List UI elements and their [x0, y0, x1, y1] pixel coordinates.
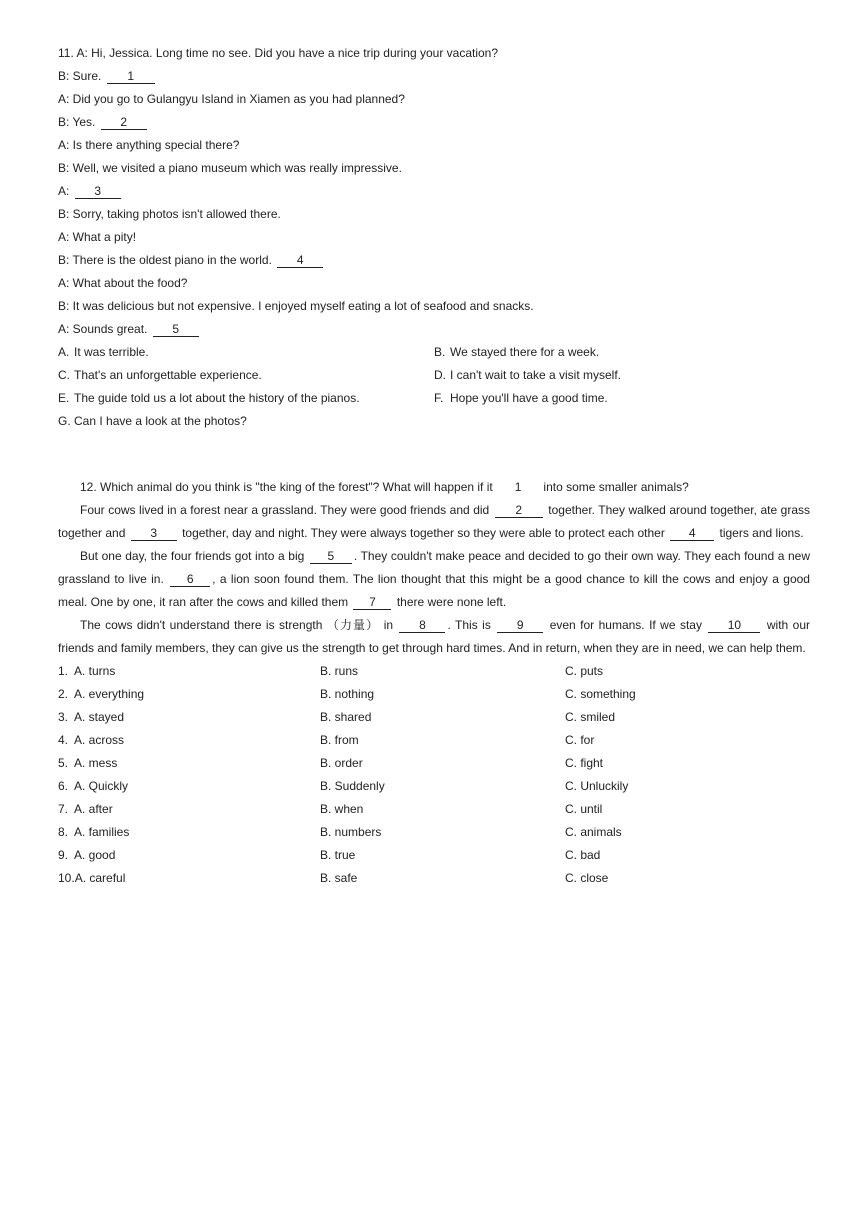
blank-2: 2	[101, 115, 147, 130]
passage-paragraph-4: The cows didn't understand there is strength （力量） in 8 . This is 9 even for humans. If we stay 10 with our friends and family members, they can give us the strength to get through hard times. And in return, when they are in need, we can help them.	[58, 618, 810, 655]
q11-dialogue	[58, 42, 810, 341]
choice-4-a: 4. A. across	[58, 733, 125, 747]
passage-paragraph-1: 12. Which animal do you think is "the king of the forest"? What will happen if it 1 into some smaller animals?	[80, 480, 689, 494]
choice-1-c: C. puts	[565, 664, 604, 678]
q11-options	[58, 341, 810, 433]
choice-6-a: 6. A. Quickly	[58, 779, 129, 793]
choice-3-b: B. shared	[320, 710, 372, 724]
choice-4-c: C. for	[565, 733, 595, 747]
choice-2-b: B. nothing	[320, 687, 375, 701]
choice-10-a: 10.A. careful	[58, 871, 126, 885]
choice-3-a: 3. A. stayed	[58, 710, 125, 724]
choice-8-a: 8. A. families	[58, 825, 130, 839]
worksheet-page	[58, 42, 810, 890]
dialogue-line: B: There is the oldest piano in the world. 4	[58, 249, 810, 272]
blank-9: 9	[497, 618, 543, 633]
option-a: A. It was terrible.	[58, 345, 149, 359]
dialogue-line: A: What a pity!	[58, 230, 137, 244]
choice-2-c: C. something	[565, 687, 636, 701]
dialogue-line: B: Well, we visited a piano museum which was really impressive.	[58, 161, 402, 175]
passage-paragraph-2: Four cows lived in a forest near a grassland. They were good friends and did 2 together. They walked around together, ate grass together and 3 together, day and night. They were always together so they were able to protect each other 4 tigers and lions.	[58, 503, 811, 540]
dialogue-line: B: Sorry, taking photos isn't allowed there.	[58, 207, 281, 221]
blank-4: 4	[277, 253, 323, 268]
option-d: D. I can't wait to take a visit myself.	[434, 368, 622, 382]
option-g: G. Can I have a look at the photos?	[58, 414, 247, 428]
choice-4-b: B. from	[320, 733, 359, 747]
blank-2: 2	[495, 503, 543, 518]
choice-10-c: C. close	[565, 871, 609, 885]
blank-1: 1	[514, 480, 522, 494]
choice-5-b: B. order	[320, 756, 363, 770]
q12-passage	[58, 476, 810, 660]
option-e: E. The guide told us a lot about the history of the pianos.	[58, 391, 360, 405]
blank-5: 5	[310, 549, 352, 564]
dialogue-line: A: Sounds great. 5	[58, 318, 810, 341]
option-b: B. We stayed there for a week.	[434, 345, 600, 359]
option-f: F. Hope you'll have a good time.	[434, 391, 608, 405]
dialogue-line: A: 3	[58, 180, 810, 203]
choice-3-c: C. smiled	[565, 710, 616, 724]
dialogue-line: A: Did you go to Gulangyu Island in Xiamen as you had planned?	[58, 92, 405, 106]
dialogue-line: B: Sure. 1	[58, 65, 810, 88]
dialogue-line: B: It was delicious but not expensive. I enjoyed myself eating a lot of seafood and snacks.	[58, 299, 534, 313]
dialogue-line: B: Yes. 2	[58, 111, 810, 134]
blank-10: 10	[708, 618, 760, 633]
dialogue-line: A: What about the food?	[58, 276, 188, 290]
q12-choices	[58, 660, 810, 890]
choice-9-b: B. true	[320, 848, 356, 862]
choice-1-a: 1. A. turns	[58, 664, 116, 678]
passage-paragraph-3: But one day, the four friends got into a big 5 . They couldn't make peace and decided to go their own way. They each found a new grassland to live in. 6 , a lion soon found them. The lion thought that this might be a good chance to kill the cows and enjoy a good meal. One by one, it ran after the cows and killed them 7 there were none left.	[58, 549, 810, 609]
choice-6-b: B. Suddenly	[320, 779, 385, 793]
choice-2-a: 2. A. everything	[58, 687, 145, 701]
dialogue-line: 11. A: Hi, Jessica. Long time no see. Did you have a nice trip during your vacation?	[58, 46, 499, 60]
blank-4: 4	[670, 526, 714, 541]
choice-1-b: B. runs	[320, 664, 359, 678]
choice-6-c: C. Unluckily	[565, 779, 629, 793]
option-c: C. That's an unforgettable experience.	[58, 368, 262, 382]
choice-7-a: 7. A. after	[58, 802, 113, 816]
dialogue-line: A: Is there anything special there?	[58, 138, 240, 152]
choice-9-c: C. bad	[565, 848, 601, 862]
choice-7-c: C. until	[565, 802, 603, 816]
choice-5-c: C. fight	[565, 756, 604, 770]
blank-6: 6	[170, 572, 210, 587]
blank-1: 1	[107, 69, 155, 84]
choice-8-c: C. animals	[565, 825, 622, 839]
blank-3: 3	[75, 184, 121, 199]
choice-10-b: B. safe	[320, 871, 358, 885]
choice-8-b: B. numbers	[320, 825, 382, 839]
blank-3: 3	[131, 526, 177, 541]
blank-5: 5	[153, 322, 199, 337]
blank-7: 7	[353, 595, 391, 610]
choice-5-a: 5. A. mess	[58, 756, 118, 770]
blank-8: 8	[399, 618, 445, 633]
choice-7-b: B. when	[320, 802, 364, 816]
choice-9-a: 9. A. good	[58, 848, 116, 862]
